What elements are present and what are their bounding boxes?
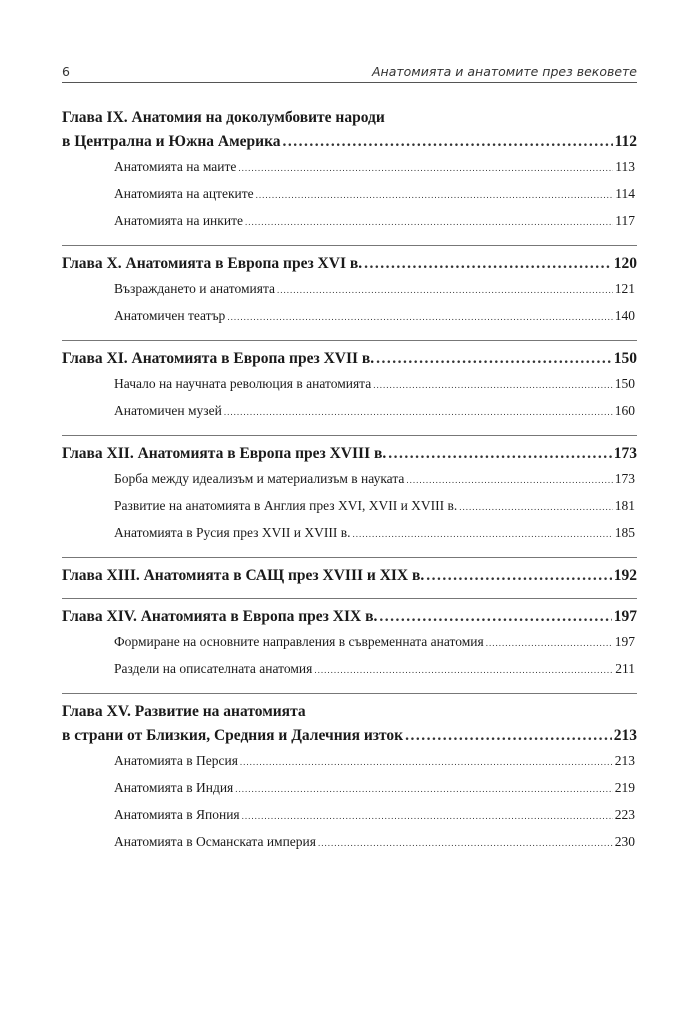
entry-title: Борба между идеализъм и материализъм в науката — [114, 471, 405, 486]
chapter-title: Глава XII. Анатомията в Европа през XVIII в. — [62, 445, 387, 462]
dot-leader — [224, 400, 613, 425]
chapter-heading[interactable] — [62, 605, 637, 629]
entry-page-number: 173 — [614, 471, 635, 486]
dot-leader — [405, 724, 612, 748]
chapter-heading[interactable] — [62, 724, 637, 748]
dot-leader — [256, 183, 614, 208]
dot-leader — [352, 522, 612, 547]
toc-chapter — [62, 435, 637, 557]
dot-leader — [245, 210, 613, 235]
toc-chapter — [62, 104, 637, 245]
chapter-page-number: 112 — [614, 133, 637, 150]
dot-leader — [376, 347, 612, 371]
entry-title: Анатомията в Индия — [114, 780, 234, 795]
entry-title: Формиране на основните направления в съвременната анатомия — [114, 634, 484, 649]
running-title: Анатомията и анатомите през вековете — [371, 64, 637, 79]
entry-page-number: 114 — [615, 186, 635, 201]
entry-title: Анатомията в Османската империя — [114, 834, 316, 849]
table-of-contents — [62, 104, 637, 866]
entry-title: Раздели на описателната анатомия — [114, 661, 313, 676]
dot-leader — [314, 658, 613, 683]
chapter-title-line: Глава XV. Развитие на анатомията — [62, 703, 306, 720]
toc-entry[interactable] — [62, 181, 637, 208]
toc-entry[interactable] — [62, 303, 637, 330]
toc-entry[interactable] — [62, 802, 637, 829]
toc-chapter — [62, 693, 637, 866]
chapter-heading[interactable] — [62, 442, 637, 466]
chapter-page-number: 120 — [613, 255, 637, 272]
toc-entry[interactable] — [62, 208, 637, 235]
toc-entry[interactable] — [62, 629, 637, 656]
entry-title: Анатомията на маите — [114, 159, 237, 174]
dot-leader — [242, 804, 613, 829]
dot-leader — [486, 631, 613, 656]
dot-leader — [379, 605, 611, 629]
entry-page-number: 181 — [614, 498, 635, 513]
dot-leader — [238, 156, 613, 181]
entry-page-number: 150 — [614, 376, 635, 391]
entry-page-number: 117 — [615, 213, 635, 228]
toc-entry[interactable] — [62, 775, 637, 802]
dot-leader — [277, 278, 613, 303]
chapter-title: Глава X. Анатомията в Европа през XVI в. — [62, 255, 363, 272]
chapter-heading[interactable] — [62, 130, 637, 154]
chapter-heading[interactable] — [62, 347, 637, 371]
page-number: 6 — [62, 64, 70, 79]
chapter-heading[interactable] — [62, 564, 637, 588]
toc-chapter — [62, 245, 637, 340]
entry-page-number: 185 — [614, 525, 635, 540]
entry-page-number: 213 — [614, 753, 635, 768]
toc-entry[interactable] — [62, 398, 637, 425]
toc-entry[interactable] — [62, 371, 637, 398]
dot-leader — [240, 750, 613, 775]
toc-entry[interactable] — [62, 493, 637, 520]
chapter-title-line: Глава IX. Анатомия на доколумбовите народи — [62, 109, 385, 126]
chapter-title: Глава XI. Анатомията в Европа през XVII в. — [62, 350, 375, 367]
entry-title: Развитие на анатомията в Англия през XVI, XVII и XVIII в. — [114, 498, 458, 513]
toc-entry[interactable] — [62, 276, 637, 303]
dot-leader — [283, 130, 613, 154]
chapter-title: в Централна и Южна Америка — [62, 133, 281, 150]
toc-chapter — [62, 340, 637, 435]
entry-title: Анатомията на инките — [114, 213, 243, 228]
chapter-page-number: 192 — [613, 567, 637, 584]
entry-page-number: 230 — [614, 834, 635, 849]
chapter-title: Глава XIII. Анатомията в САЩ през XVIII и XIX в. — [62, 567, 425, 584]
dot-leader — [406, 468, 612, 493]
dot-leader — [364, 252, 612, 276]
toc-entry[interactable] — [62, 829, 637, 856]
entry-page-number: 121 — [614, 281, 635, 296]
entry-title: Анатомията на ацтеките — [114, 186, 254, 201]
toc-entry[interactable] — [62, 466, 637, 493]
entry-title: Начало на научната революция в анатомията — [114, 376, 372, 391]
toc-entry[interactable] — [62, 154, 637, 181]
entry-page-number: 211 — [615, 661, 635, 676]
entry-page-number: 113 — [615, 159, 635, 174]
entry-page-number: 160 — [614, 403, 635, 418]
running-header — [62, 62, 637, 83]
chapter-page-number: 173 — [613, 445, 637, 462]
chapter-page-number: 197 — [613, 608, 637, 625]
dot-leader — [388, 442, 612, 466]
entry-title: Анатомията в Персия — [114, 753, 238, 768]
chapter-page-number: 150 — [613, 350, 637, 367]
entry-title: Анатомичен театър — [114, 308, 226, 323]
entry-page-number: 219 — [614, 780, 635, 795]
chapter-heading[interactable] — [62, 252, 637, 276]
dot-leader — [318, 831, 613, 856]
toc-chapter — [62, 598, 637, 693]
dot-leader — [426, 564, 612, 588]
toc-entry[interactable] — [62, 748, 637, 775]
dot-leader — [459, 495, 612, 520]
entry-title: Възраждането и анатомията — [114, 281, 276, 296]
chapter-title: Глава XIV. Анатомията в Европа през XIX в. — [62, 608, 378, 625]
entry-page-number: 197 — [614, 634, 635, 649]
chapter-page-number: 213 — [613, 727, 637, 744]
dot-leader — [235, 777, 612, 802]
toc-entry[interactable] — [62, 520, 637, 547]
chapter-title: в страни от Близкия, Средния и Далечния изток — [62, 727, 404, 744]
entry-title: Анатомията в Русия през XVII и XVIII в. — [114, 525, 351, 540]
dot-leader — [373, 373, 613, 398]
entry-title: Анатомията в Япония — [114, 807, 240, 822]
toc-chapter — [62, 557, 637, 598]
entry-page-number: 223 — [614, 807, 635, 822]
dot-leader — [227, 305, 612, 330]
entry-page-number: 140 — [614, 308, 635, 323]
entry-title: Анатомичен музей — [114, 403, 222, 418]
toc-entry[interactable] — [62, 656, 637, 683]
